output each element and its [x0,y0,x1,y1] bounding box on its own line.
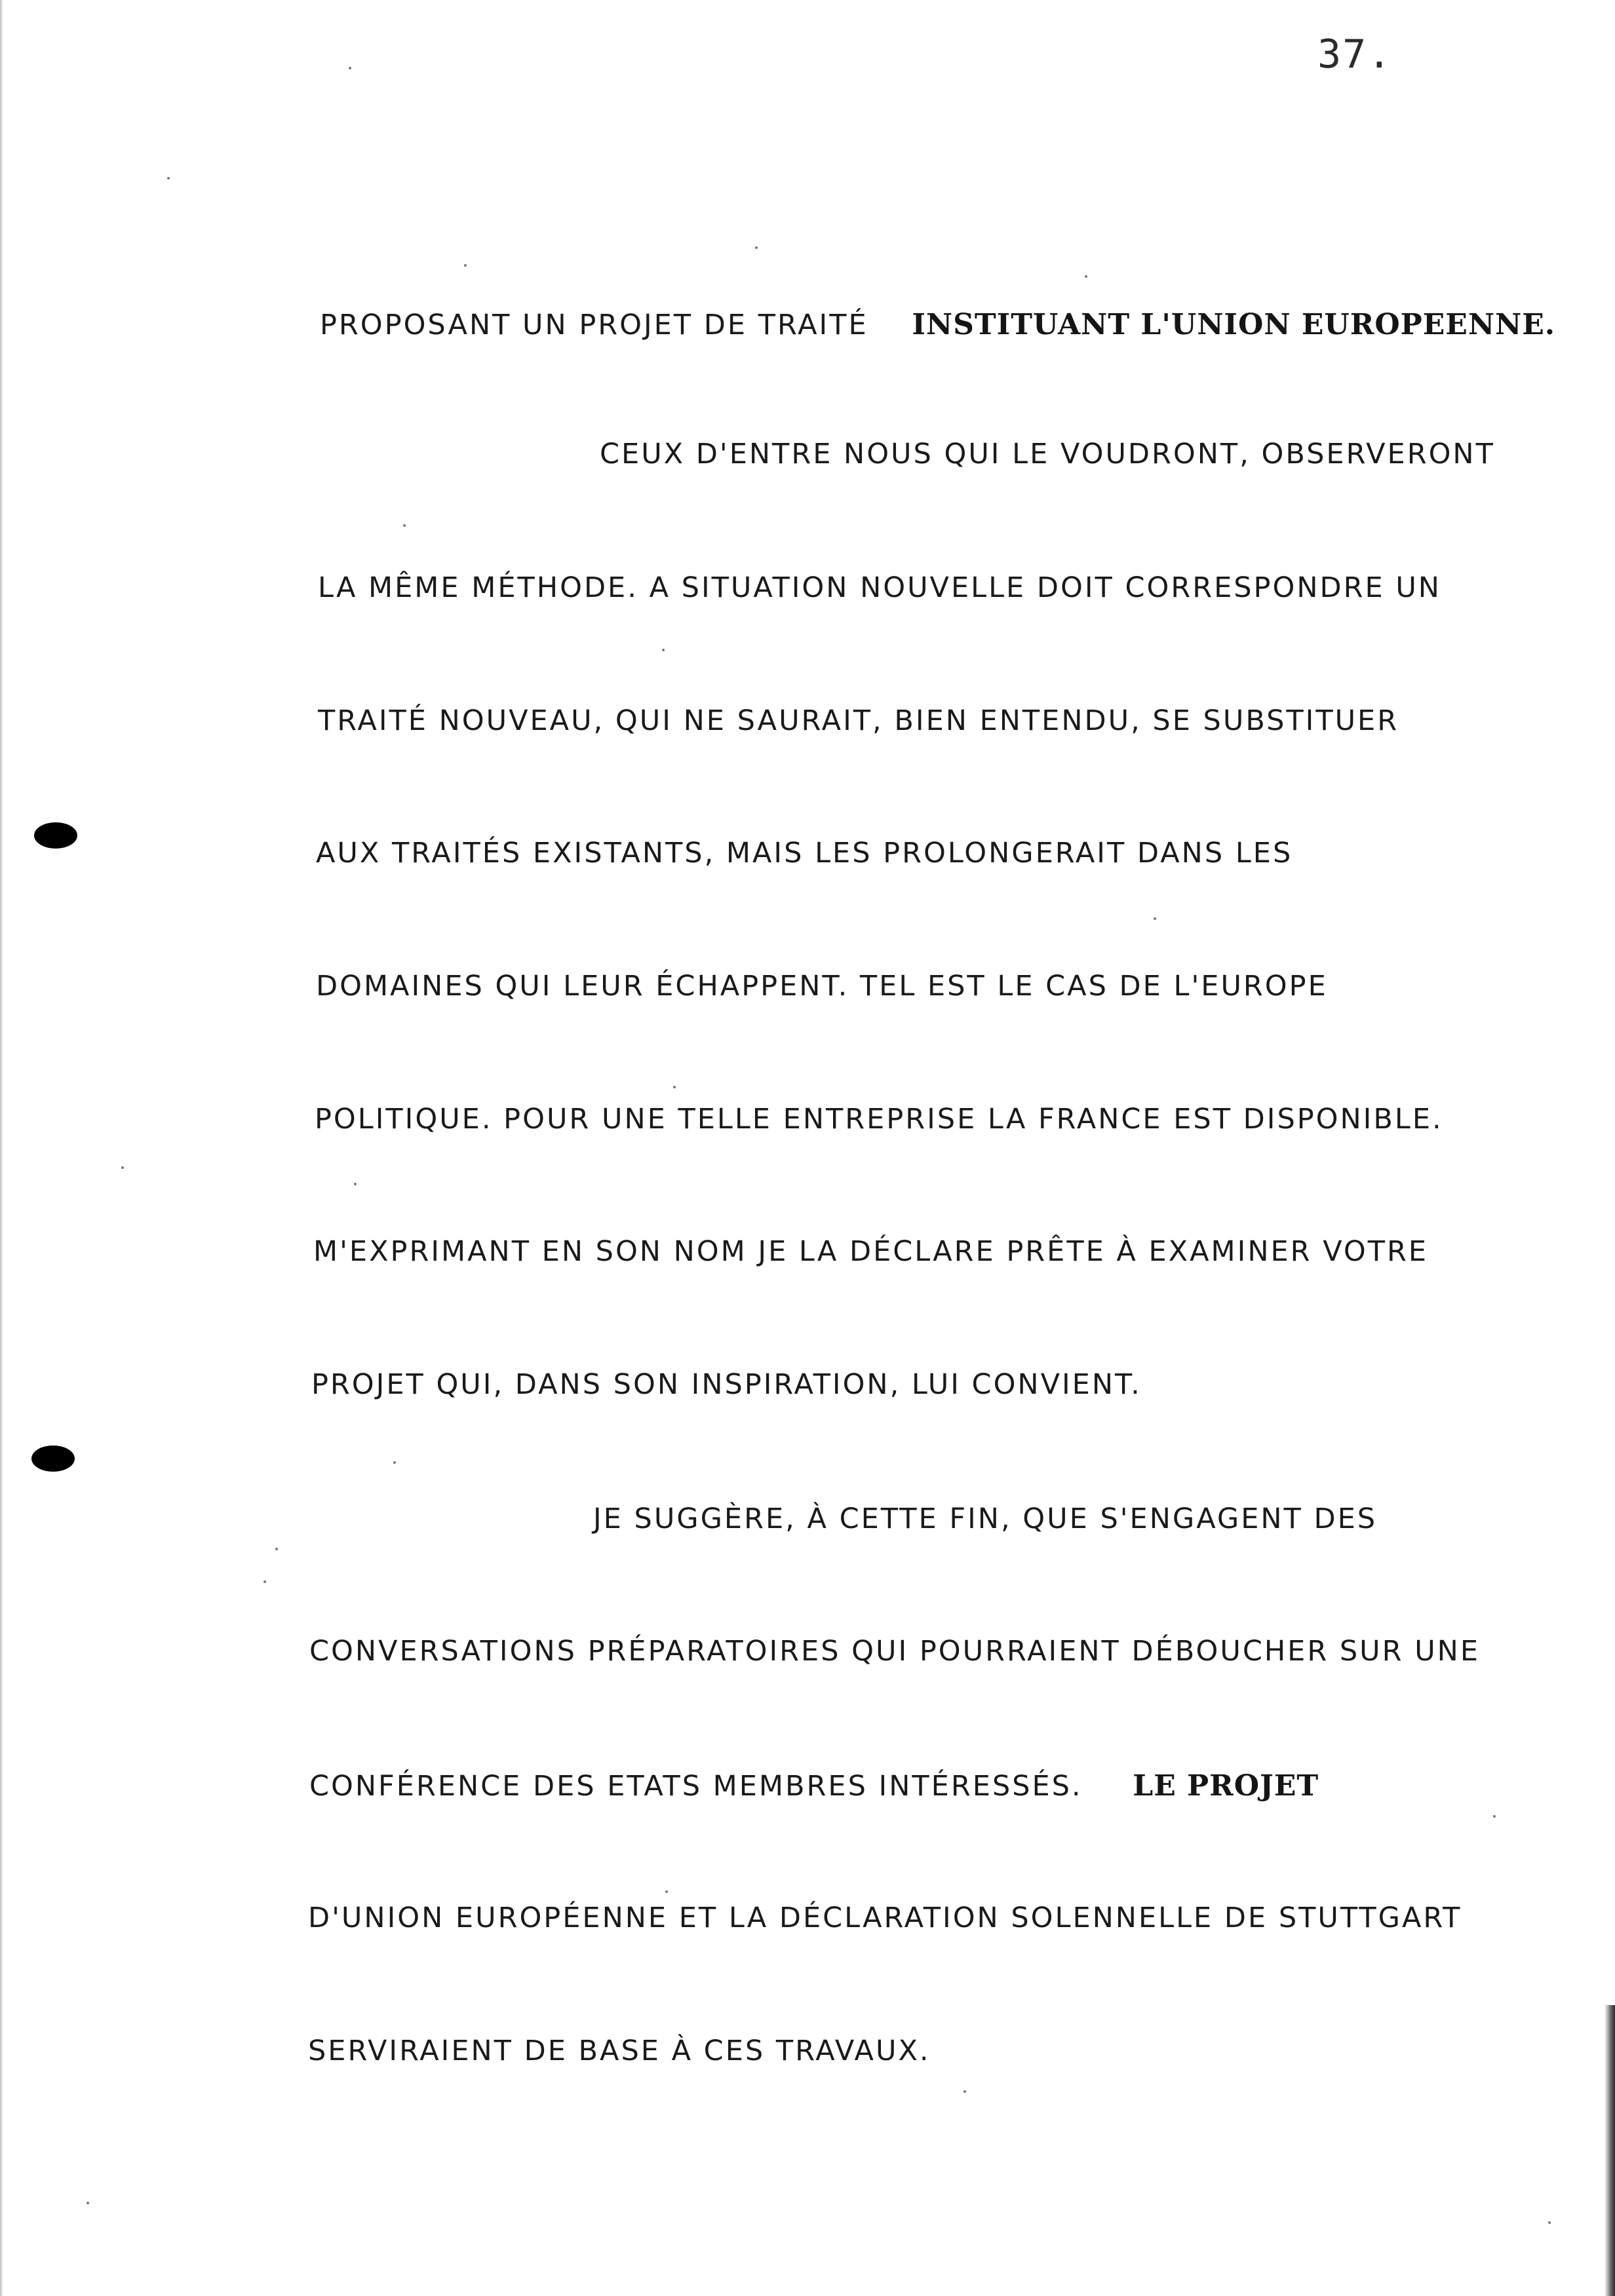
text-line [309,1635,1480,1668]
text-line [309,1769,1319,1803]
scan-speck [393,1461,396,1464]
text-line-content: JE SUGGÈRE, À CETTE FIN, QUE S'ENGAGENT DES [593,1502,1378,1535]
text-line [308,2035,931,2067]
typed-insertion: LE PROJET [1133,1769,1319,1803]
text-line-content: PROPOSANT UN PROJET DE TRAITÉ [320,309,868,341]
text-line [313,1235,1428,1268]
text-line-content: TRAITÉ NOUVEAU, QUI NE SAURAIT, BIEN ENTENDU, SE SUBSTITUER [318,704,1399,737]
scan-speck [349,67,351,69]
text-line [316,837,1293,870]
punch-hole [31,1445,75,1472]
text-line [308,1902,1462,1934]
scan-speck [464,264,467,267]
text-line-content: D'UNION EUROPÉENNE ET LA DÉCLARATION SOLENNELLE DE STUTTGART [308,1902,1462,1934]
text-line-content: DOMAINES QUI LEUR ÉCHAPPENT. TEL EST LE CAS DE L'EUROPE [316,970,1328,1003]
text-line [316,970,1328,1003]
scan-speck [275,1548,278,1550]
text-line-content: LA MÊME MÉTHODE. A SITUATION NOUVELLE DOIT CORRESPONDRE UN [318,571,1441,604]
scan-speck [354,1183,357,1185]
scan-speck [1085,275,1087,278]
scan-left-edge [0,0,3,2296]
text-line [600,438,1495,470]
scan-speck [673,1086,676,1088]
text-line-content: CONFÉRENCE DES ETATS MEMBRES INTÉRESSÉS. [309,1770,1083,1803]
scan-speck [263,1580,266,1583]
text-line-content: CONVERSATIONS PRÉPARATOIRES QUI POURRAIENT DÉBOUCHER SUR UNE [309,1635,1481,1668]
scan-speck [1154,917,1156,920]
typed-insertion: INSTITUANT L'UNION EUROPEENNE. [912,308,1556,341]
scan-speck [167,177,170,180]
text-line-content: M'EXPRIMANT EN SON NOM JE LA DÉCLARE PRÊTE À EXAMINER VOTRE [313,1235,1429,1268]
scan-speck [87,2202,89,2204]
scan-speck [403,524,406,527]
scan-speck [755,246,758,249]
scan-speck [1493,1815,1496,1818]
text-line [320,308,1555,341]
scan-right-edge-shadow [1605,2005,1615,2296]
scan-speck [1548,2221,1551,2224]
text-line-content: SERVIRAIENT DE BASE À CES TRAVAUX. [308,2035,931,2067]
scan-speck [665,1890,668,1893]
text-line [315,1103,1443,1136]
scan-speck [121,1166,124,1169]
text-line-content: PROJET QUI, DANS SON INSPIRATION, LUI CONVIENT. [311,1368,1142,1401]
text-line [318,704,1399,737]
text-line-content: AUX TRAITÉS EXISTANTS, MAIS LES PROLONGERAIT DANS LES [316,837,1293,870]
scan-speck [662,649,665,651]
text-line [318,571,1441,604]
scan-speck [963,2090,966,2093]
text-line-content: CEUX D'ENTRE NOUS QUI LE VOUDRONT, OBSERVERONT [600,438,1495,470]
text-line-content: POLITIQUE. POUR UNE TELLE ENTREPRISE LA FRANCE EST DISPONIBLE. [315,1103,1443,1136]
text-line [593,1502,1377,1535]
punch-hole [34,822,77,849]
page-number: 37. [1317,31,1393,77]
text-line [311,1368,1142,1401]
